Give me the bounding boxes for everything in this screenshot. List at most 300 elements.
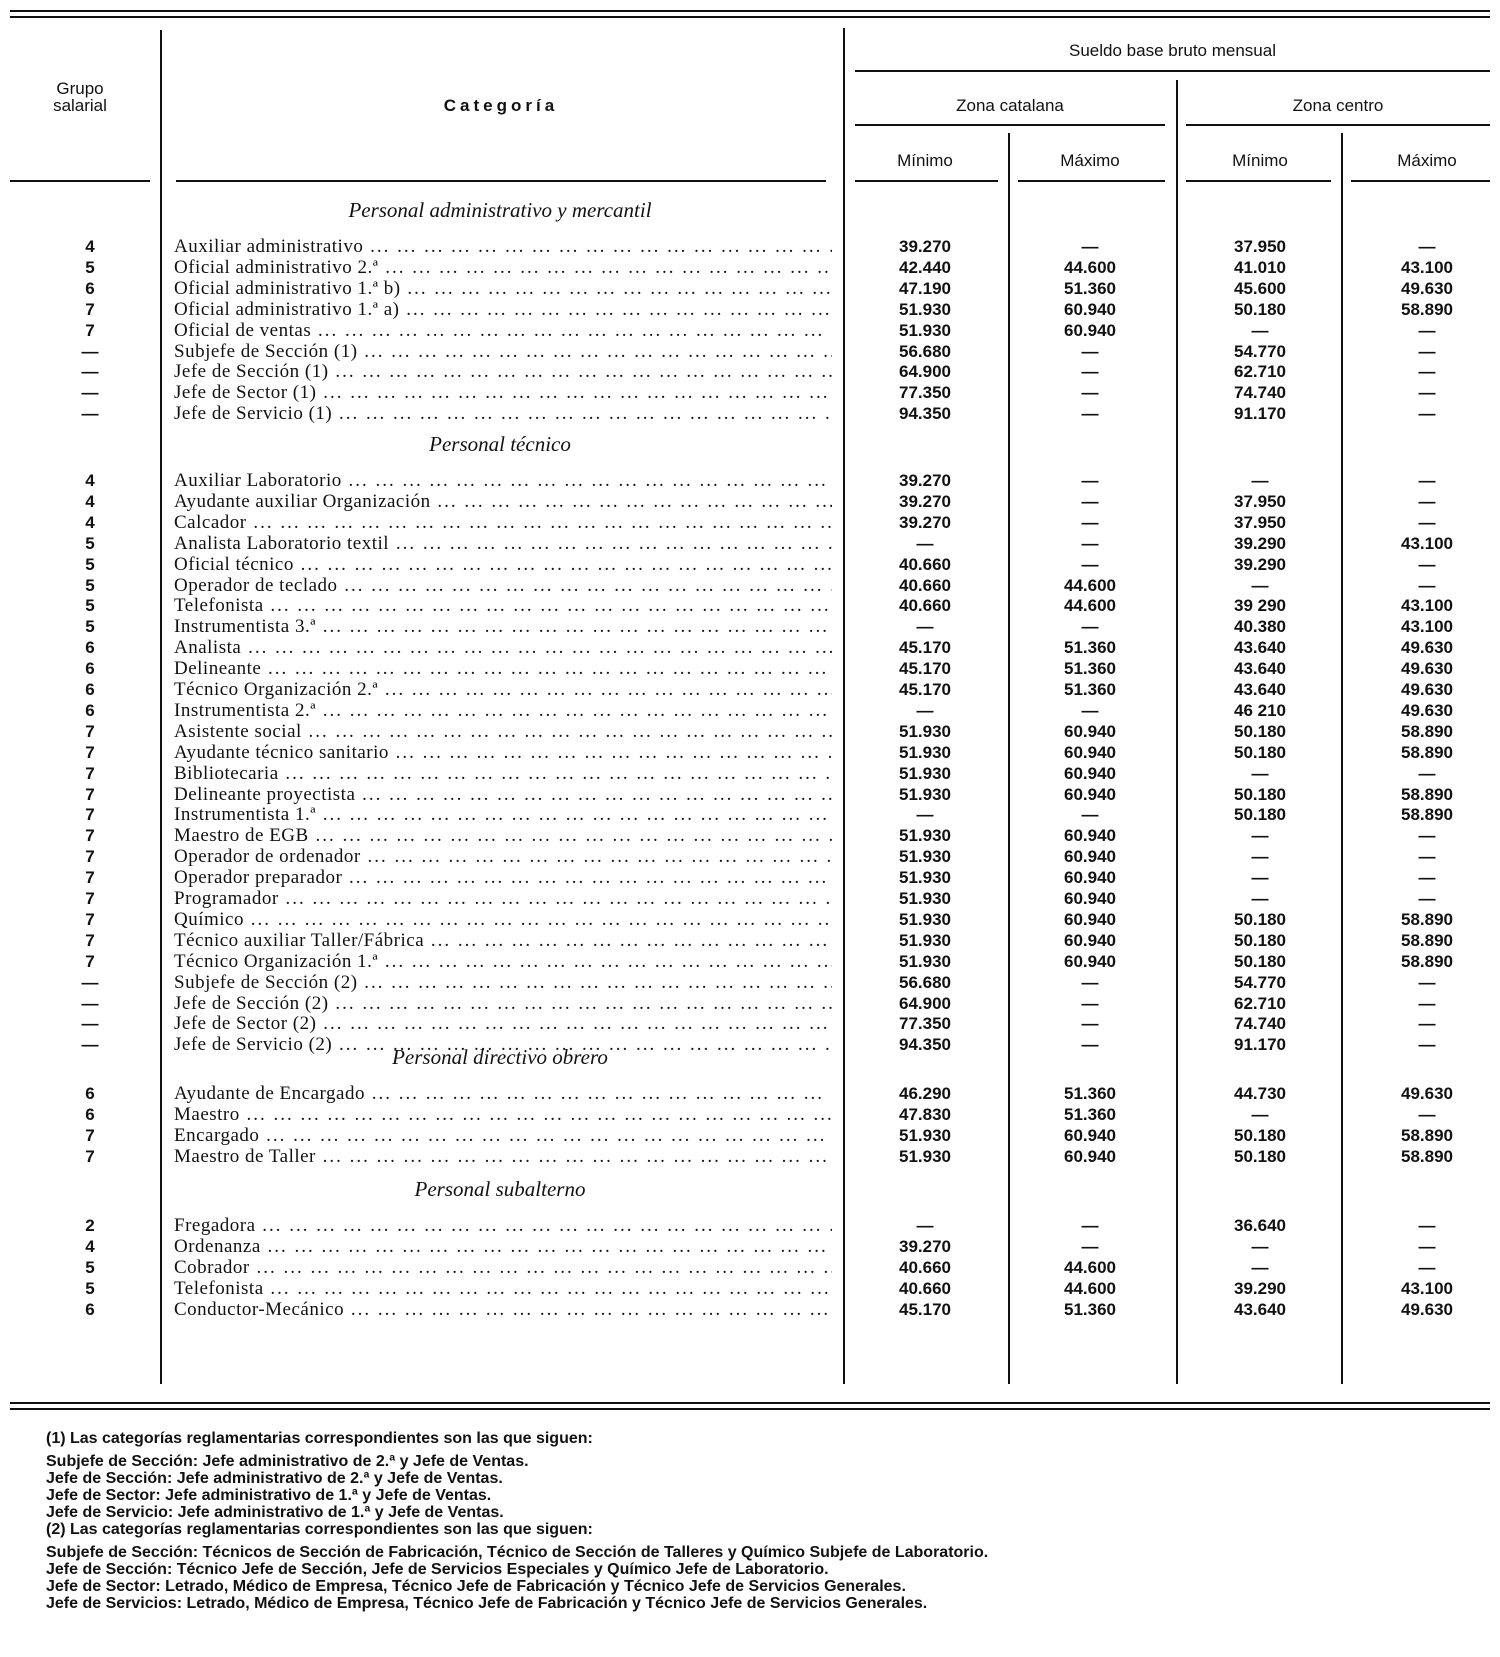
grupo-cell: 7 (85, 784, 95, 804)
table-row (0, 1215, 1500, 1236)
catalana-max-cell: — (1081, 491, 1099, 511)
grupo-cell: 7 (85, 1146, 95, 1166)
categoria-cell: Subjefe de Sección (1) ... . (174, 341, 832, 362)
grupo-cell: — (81, 993, 99, 1013)
catalana-max-cell: — (1081, 1236, 1099, 1256)
centro-max-cell: — (1418, 491, 1436, 511)
grupo-cell: 2 (85, 1216, 95, 1235)
centro-min-cell: 50.180 (1234, 742, 1286, 762)
centro-max-cell: 49.630 (1401, 638, 1453, 658)
categoria-cell: Ayudante técnico sanitario ... . (174, 742, 832, 763)
catalana-min-cell: 45.170 (899, 638, 951, 658)
top-rule-2 (10, 16, 1490, 18)
table-row (0, 742, 1500, 763)
table-row (0, 257, 1500, 278)
note2-line: Jefe de Sector: Letrado, Médico de Empresa, Técnico Jefe de Fabricación y Técnico Jefe de Servicios Generales. (46, 1578, 906, 1595)
centro-min-cell: — (1251, 320, 1269, 340)
catalana-min-cell: — (916, 805, 934, 825)
table-row (0, 1257, 1500, 1278)
catalana-max-cell: 60.940 (1064, 889, 1116, 908)
catalana-min-cell: 51.930 (899, 721, 951, 741)
table-row (0, 993, 1500, 1014)
catalana-min-cell: 42.440 (899, 257, 951, 277)
categoria-cell: Telefonista ... . (174, 1278, 832, 1299)
catalana-min-cell: 47.830 (899, 1104, 951, 1124)
catalana-min-cell: 40.660 (899, 575, 951, 595)
table-row (0, 491, 1500, 512)
grupo-cell: 7 (85, 299, 95, 319)
centro-max-cell: — (1418, 847, 1436, 867)
grupo-cell: 7 (85, 805, 95, 825)
catalana-min-cell: 51.930 (899, 951, 951, 971)
categoria-cell: Operador de teclado ... . (174, 575, 832, 596)
table-row (0, 1146, 1500, 1167)
catalana-min-cell: 40.660 (899, 596, 951, 616)
catalana-max-cell: 44.600 (1064, 1278, 1116, 1298)
grupo-cell: 7 (85, 742, 95, 762)
categoria-cell: Conductor-Mecánico ... . (174, 1299, 832, 1320)
grupo-cell: — (81, 1035, 99, 1055)
categoria-cell: Técnico Organización 1.ª ... . (174, 951, 832, 972)
centro-min-cell: 62.710 (1234, 362, 1286, 382)
catalana-max-cell: — (1081, 554, 1099, 574)
centro-max-cell: 49.630 (1401, 1084, 1453, 1103)
table-row (0, 972, 1500, 993)
grupo-cell: 6 (85, 700, 95, 720)
grupo-cell: 4 (85, 237, 95, 256)
catalana-max-cell: 60.940 (1064, 868, 1116, 888)
centro-min-cell: 50.180 (1234, 299, 1286, 319)
centro-max-cell: — (1418, 362, 1436, 382)
grupo-cell: 7 (85, 763, 95, 783)
centro-max-cell: — (1418, 1035, 1436, 1055)
categoria-cell: Programador ... . (174, 888, 832, 909)
grupo-cell: 6 (85, 638, 95, 658)
categoria-cell: Operador de ordenador ... . (174, 846, 832, 867)
centro-max-cell: — (1418, 320, 1436, 340)
note1-line: Jefe de Sector: Jefe administrativo de 1.ª y Jefe de Ventas. (46, 1487, 492, 1504)
catalana-max-cell: — (1081, 237, 1099, 256)
catalana-max-cell: 51.360 (1064, 659, 1116, 679)
centro-max-cell: 58.890 (1401, 805, 1453, 825)
centro-min-cell: — (1251, 1236, 1269, 1256)
centro-max-cell: — (1418, 471, 1436, 490)
categoria-cell: Químico ... . (174, 909, 832, 930)
note1-title: (1) Las categorías reglamentarias correspondientes son las que siguen: (46, 1430, 593, 1447)
bottom-rule-1 (10, 1402, 1490, 1404)
header-line-v1 (1018, 180, 1165, 182)
centro-max-cell: 43.100 (1401, 617, 1453, 637)
centro-min-cell: — (1251, 1104, 1269, 1124)
centro-min-cell: — (1251, 763, 1269, 783)
categoria-cell: Operador preparador ... . (174, 867, 832, 888)
note2-title: (2) Las categorías reglamentarias correspondientes son las que siguen: (46, 1521, 593, 1538)
catalana-max-cell: 44.600 (1064, 1257, 1116, 1277)
table-row (0, 1125, 1500, 1146)
centro-max-cell: — (1418, 1104, 1436, 1124)
catalana-min-cell: 39.270 (899, 512, 951, 532)
centro-max-cell: 58.890 (1401, 1125, 1453, 1145)
header-line-centro (1186, 124, 1490, 126)
header-zona-centro: Zona centro (1292, 96, 1384, 115)
grupo-cell: 7 (85, 847, 95, 867)
grupo-cell: — (81, 383, 99, 403)
centro-min-cell: 54.770 (1234, 972, 1286, 992)
centro-max-cell: — (1418, 341, 1436, 361)
catalana-max-cell: 60.940 (1064, 847, 1116, 867)
centro-min-cell: 39.290 (1234, 554, 1286, 574)
categoria-cell: Delineante ... . (174, 658, 832, 679)
categoria-cell: Instrumentista 1.ª ... . (174, 804, 832, 825)
catalana-min-cell: 40.660 (899, 554, 951, 574)
centro-max-cell: — (1418, 237, 1436, 256)
section-title: Personal directivo obrero (392, 1045, 608, 1069)
grupo-cell: 6 (85, 659, 95, 679)
header-sueldo-base: Sueldo base bruto mensual (1069, 41, 1276, 60)
categoria-cell: Técnico Organización 2.ª ... . (174, 679, 832, 700)
catalana-max-cell: 60.940 (1064, 1125, 1116, 1145)
centro-max-cell: 43.100 (1401, 257, 1453, 277)
categoria-cell: Subjefe de Sección (2) ... . (174, 972, 832, 993)
centro-min-cell: 43.640 (1234, 680, 1286, 699)
catalana-min-cell: 40.660 (899, 1278, 951, 1298)
catalana-min-cell: 45.170 (899, 1299, 951, 1319)
grupo-cell: — (81, 362, 99, 382)
table-row (0, 679, 1500, 700)
header-line-v2 (1186, 180, 1331, 182)
catalana-max-cell: 60.940 (1064, 299, 1116, 319)
grupo-cell: 5 (85, 554, 95, 574)
centro-min-cell: 91.170 (1234, 404, 1286, 424)
centro-max-cell: — (1418, 1257, 1436, 1277)
grupo-cell: 6 (85, 680, 95, 699)
categoria-cell: Oficial de ventas ... . (174, 320, 832, 341)
grupo-cell: 5 (85, 257, 95, 277)
centro-min-cell: — (1251, 1257, 1269, 1277)
categoria-cell: Oficial administrativo 1.ª b) ... . (174, 278, 832, 299)
categoria-cell: Oficial técnico ... . (174, 554, 832, 575)
centro-min-cell: 43.640 (1234, 638, 1286, 658)
table-row (0, 236, 1500, 257)
categoria-cell: Bibliotecaria ... . (174, 763, 832, 784)
categoria-cell: Auxiliar Laboratorio ... . (174, 470, 832, 491)
table-row (0, 595, 1500, 616)
centro-max-cell: 43.100 (1401, 596, 1453, 616)
catalana-min-cell: 51.930 (899, 930, 951, 950)
catalana-min-cell: 45.170 (899, 680, 951, 699)
centro-min-cell: 74.740 (1234, 383, 1286, 403)
centro-min-cell: 43.640 (1234, 1299, 1286, 1319)
categoria-cell: Asistente social ... . (174, 721, 832, 742)
catalana-max-cell: 60.940 (1064, 951, 1116, 971)
centro-max-cell: 49.630 (1401, 659, 1453, 679)
table-row (0, 951, 1500, 972)
table-row (0, 361, 1500, 382)
grupo-cell: 5 (85, 1278, 95, 1298)
table-row (0, 533, 1500, 554)
categoria-cell: Instrumentista 2.ª ... . (174, 700, 832, 721)
centro-max-cell: 58.890 (1401, 721, 1453, 741)
categoria-cell: Analista ... . (174, 637, 832, 658)
categoria-cell: Auxiliar administrativo ... . (174, 236, 832, 257)
section-title: Personal administrativo y mercantil (348, 198, 652, 222)
grupo-cell: — (81, 404, 99, 424)
centro-max-cell: 58.890 (1401, 909, 1453, 929)
catalana-max-cell: — (1081, 993, 1099, 1013)
catalana-min-cell: 40.660 (899, 1257, 951, 1277)
catalana-max-cell: 60.940 (1064, 784, 1116, 804)
categoria-cell: Técnico auxiliar Taller/Fábrica ... . (174, 930, 832, 951)
centro-max-cell: 43.100 (1401, 533, 1453, 553)
table-row (0, 470, 1500, 491)
categoria-cell: Jefe de Servicio (2) ... . (174, 1034, 832, 1055)
centro-min-cell: 50.180 (1234, 930, 1286, 950)
header-max-centro: Máximo (1397, 151, 1457, 170)
header-group-salarial: Grupo salarial (53, 79, 107, 115)
categoria-cell: Jefe de Sector (2) ... . (174, 1013, 832, 1034)
categoria-cell: Calcador ... . (174, 512, 832, 533)
catalana-max-cell: 51.360 (1064, 1084, 1116, 1103)
table-row (0, 825, 1500, 846)
note1-line: Jefe de Servicio: Jefe administrativo de 1.ª y Jefe de Ventas. (46, 1504, 504, 1521)
centro-min-cell: — (1251, 826, 1269, 846)
categoria-cell: Maestro de Taller ... . (174, 1146, 832, 1167)
centro-max-cell: 58.890 (1401, 742, 1453, 762)
catalana-min-cell: 51.930 (899, 826, 951, 846)
catalana-max-cell: — (1081, 617, 1099, 637)
catalana-min-cell: — (916, 617, 934, 637)
catalana-max-cell: 51.360 (1064, 680, 1116, 699)
table-row (0, 1236, 1500, 1257)
table-row (0, 846, 1500, 867)
catalana-min-cell: — (916, 700, 934, 720)
catalana-max-cell: — (1081, 471, 1099, 490)
table-row (0, 403, 1500, 424)
catalana-max-cell: — (1081, 512, 1099, 532)
header-line-v3 (1351, 180, 1490, 182)
centro-min-cell: 41.010 (1234, 257, 1286, 277)
centro-min-cell: 36.640 (1234, 1216, 1286, 1235)
centro-max-cell: 58.890 (1401, 930, 1453, 950)
centro-min-cell: 37.950 (1234, 491, 1286, 511)
grupo-cell: — (81, 1014, 99, 1034)
grupo-cell: 7 (85, 930, 95, 950)
catalana-max-cell: 60.940 (1064, 930, 1116, 950)
centro-max-cell: — (1418, 512, 1436, 532)
categoria-cell: Jefe de Servicio (1) ... . (174, 403, 832, 424)
categoria-cell: Telefonista ... . (174, 595, 832, 616)
centro-max-cell: 58.890 (1401, 784, 1453, 804)
catalana-min-cell: 51.930 (899, 299, 951, 319)
note1-line: Subjefe de Sección: Jefe administrativo de 2.ª y Jefe de Ventas. (46, 1453, 529, 1470)
catalana-min-cell: 56.680 (899, 972, 951, 992)
catalana-min-cell: 47.190 (899, 278, 951, 298)
table-row (0, 721, 1500, 742)
catalana-max-cell: 51.360 (1064, 1299, 1116, 1319)
centro-max-cell: 49.630 (1401, 680, 1453, 699)
centro-max-cell: — (1418, 993, 1436, 1013)
catalana-max-cell: 51.360 (1064, 1104, 1116, 1124)
table-row (0, 784, 1500, 805)
centro-max-cell: — (1418, 404, 1436, 424)
grupo-cell: 6 (85, 1084, 95, 1103)
note1-line: Jefe de Sección: Jefe administrativo de 2.ª y Jefe de Ventas. (46, 1470, 503, 1487)
centro-max-cell: — (1418, 763, 1436, 783)
centro-min-cell: 74.740 (1234, 1014, 1286, 1034)
categoria-cell: Encargado ... . (174, 1125, 832, 1146)
catalana-max-cell: 44.600 (1064, 575, 1116, 595)
grupo-cell: 7 (85, 909, 95, 929)
catalana-max-cell: — (1081, 362, 1099, 382)
grupo-cell: 5 (85, 596, 95, 616)
categoria-cell: Ayudante de Encargado ... . (174, 1083, 832, 1104)
header-line-catalana (855, 124, 1165, 126)
note2-line: Subjefe de Sección: Técnicos de Sección de Fabricación, Técnico de Sección de Talleres y Químico Subjefe de Laboratorio. (46, 1544, 989, 1561)
grupo-cell: 6 (85, 278, 95, 298)
catalana-min-cell: 51.930 (899, 1146, 951, 1166)
catalana-max-cell: — (1081, 383, 1099, 403)
centro-min-cell: 39.290 (1234, 1278, 1286, 1298)
catalana-min-cell: 64.900 (899, 362, 951, 382)
header-line-v0 (855, 180, 998, 182)
categoria-cell: Jefe de Sección (1) ... . (174, 361, 832, 382)
grupo-cell: — (81, 341, 99, 361)
centro-max-cell: 58.890 (1401, 299, 1453, 319)
grupo-cell: 4 (85, 512, 95, 532)
grupo-cell: 7 (85, 826, 95, 846)
catalana-max-cell: 51.360 (1064, 278, 1116, 298)
catalana-max-cell: 60.940 (1064, 826, 1116, 846)
table-row (0, 658, 1500, 679)
categoria-cell: Analista Laboratorio textil ... . (174, 533, 832, 554)
note2-line: Jefe de Servicios: Letrado, Médico de Empresa, Técnico Jefe de Fabricación y Técnico Jefe de Servicios Generales. (46, 1595, 928, 1612)
table-row (0, 554, 1500, 575)
catalana-min-cell: 51.930 (899, 784, 951, 804)
centro-min-cell: 37.950 (1234, 237, 1286, 256)
table-row (0, 1013, 1500, 1034)
grupo-cell: 4 (85, 471, 95, 490)
catalana-max-cell: — (1081, 404, 1099, 424)
header-line-category (176, 180, 826, 182)
catalana-max-cell: 60.940 (1064, 763, 1116, 783)
categoria-cell: Ordenanza ... . (174, 1236, 832, 1257)
centro-min-cell: — (1251, 575, 1269, 595)
centro-max-cell: 58.890 (1401, 1146, 1453, 1166)
catalana-min-cell: 51.930 (899, 742, 951, 762)
header-min-catalana: Mínimo (897, 151, 953, 170)
centro-min-cell: 43.640 (1234, 659, 1286, 679)
centro-max-cell: 49.630 (1401, 700, 1453, 720)
catalana-min-cell: 51.930 (899, 868, 951, 888)
grupo-cell: 5 (85, 575, 95, 595)
categoria-cell: Maestro de EGB ... . (174, 825, 832, 846)
table-row (0, 1104, 1500, 1125)
centro-max-cell: — (1418, 972, 1436, 992)
centro-min-cell: 39 290 (1234, 596, 1286, 616)
catalana-max-cell: 60.940 (1064, 320, 1116, 340)
centro-max-cell: — (1418, 1014, 1436, 1034)
table-row (0, 616, 1500, 637)
catalana-max-cell: — (1081, 1216, 1099, 1235)
categoria-cell: Jefe de Sección (2) ... . (174, 993, 832, 1014)
table-row (0, 930, 1500, 951)
header-line-salary (855, 70, 1490, 72)
catalana-max-cell: — (1081, 1035, 1099, 1055)
grupo-cell: 7 (85, 1125, 95, 1145)
table-row (0, 320, 1500, 341)
centro-min-cell: 50.180 (1234, 951, 1286, 971)
catalana-min-cell: 64.900 (899, 993, 951, 1013)
centro-min-cell: 91.170 (1234, 1035, 1286, 1055)
table-row (0, 512, 1500, 533)
catalana-max-cell: 60.940 (1064, 742, 1116, 762)
grupo-cell: 7 (85, 889, 95, 908)
catalana-min-cell: 51.930 (899, 763, 951, 783)
centro-min-cell: 50.180 (1234, 909, 1286, 929)
centro-max-cell: — (1418, 554, 1436, 574)
centro-min-cell: — (1251, 471, 1269, 490)
centro-min-cell: 37.950 (1234, 512, 1286, 532)
centro-max-cell: — (1418, 1216, 1436, 1235)
centro-max-cell: — (1418, 868, 1436, 888)
centro-max-cell: — (1418, 383, 1436, 403)
catalana-min-cell: 51.930 (899, 847, 951, 867)
catalana-max-cell: — (1081, 972, 1099, 992)
centro-max-cell: 58.890 (1401, 951, 1453, 971)
grupo-cell: 7 (85, 868, 95, 888)
grupo-cell: 6 (85, 1104, 95, 1124)
centro-min-cell: 50.180 (1234, 1146, 1286, 1166)
catalana-min-cell: 46.290 (899, 1084, 951, 1103)
table-row (0, 299, 1500, 320)
catalana-max-cell: 60.940 (1064, 721, 1116, 741)
table-row (0, 888, 1500, 909)
centro-min-cell: — (1251, 868, 1269, 888)
grupo-cell: 7 (85, 951, 95, 971)
table-row (0, 341, 1500, 362)
header-min-centro: Mínimo (1232, 151, 1288, 170)
catalana-max-cell: — (1081, 805, 1099, 825)
centro-min-cell: 44.730 (1234, 1084, 1286, 1103)
centro-max-cell: 43.100 (1401, 1278, 1453, 1298)
header-categoria: Categoría (443, 96, 559, 115)
note2-line: Jefe de Sección: Técnico Jefe de Sección, Jefe de Servicios Especiales y Químico Jefe de Laboratorio. (46, 1561, 829, 1578)
catalana-max-cell: 60.940 (1064, 1146, 1116, 1166)
catalana-min-cell: 77.350 (899, 383, 951, 403)
centro-min-cell: 50.180 (1234, 784, 1286, 804)
catalana-max-cell: 51.360 (1064, 638, 1116, 658)
table-row (0, 700, 1500, 721)
categoria-cell: Fregadora ... . (174, 1215, 832, 1236)
header-line-group (10, 180, 150, 182)
centro-max-cell: 49.630 (1401, 278, 1453, 298)
categoria-cell: Oficial administrativo 1.ª a) ... . (174, 299, 832, 320)
table-row (0, 909, 1500, 930)
table-row (0, 1083, 1500, 1104)
catalana-min-cell: 51.930 (899, 320, 951, 340)
catalana-min-cell: 94.350 (899, 404, 951, 424)
centro-max-cell: — (1418, 1236, 1436, 1256)
bottom-rule-2 (10, 1408, 1490, 1410)
centro-min-cell: — (1251, 847, 1269, 867)
table-row (0, 637, 1500, 658)
catalana-min-cell: 51.930 (899, 889, 951, 908)
catalana-min-cell: 51.930 (899, 909, 951, 929)
centro-min-cell: 45.600 (1234, 278, 1286, 298)
centro-max-cell: — (1418, 889, 1436, 908)
catalana-max-cell: 44.600 (1064, 257, 1116, 277)
catalana-max-cell: — (1081, 341, 1099, 361)
